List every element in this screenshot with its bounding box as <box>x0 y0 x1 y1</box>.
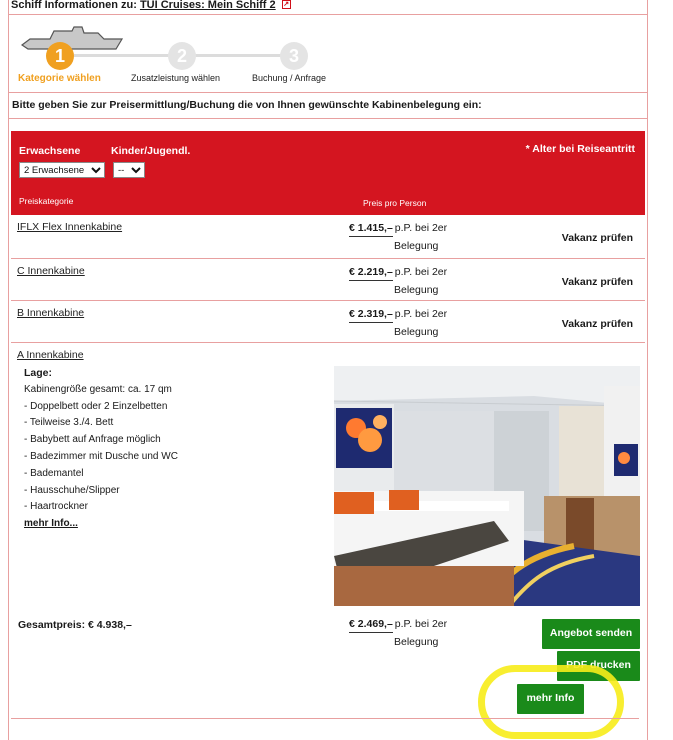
age-note-text: Alter bei Reiseantritt <box>532 143 635 155</box>
ship-info-prefix: Schiff Informationen zu: <box>11 0 137 11</box>
cabin-price <box>349 222 447 252</box>
cabin-name-link[interactable]: C Innenkabine <box>17 265 85 277</box>
feature-item: - Badezimmer mit Dusche und WC <box>24 450 178 462</box>
section-divider <box>11 718 639 719</box>
check-vacancy-button[interactable]: Vakanz prüfen <box>561 276 633 288</box>
check-vacancy-button[interactable]: Vakanz prüfen <box>561 232 633 244</box>
age-note: * Alter bei Reiseantritt <box>525 143 635 155</box>
total-price: Gesamtpreis: € 4.938,– <box>18 619 132 631</box>
price-per-person: p.P. bei 2er <box>394 308 448 320</box>
price-amount: € 1.415,– <box>349 222 393 237</box>
features-heading: Lage: <box>24 367 53 379</box>
cabin-name-link[interactable]: IFLX Flex Innenkabine <box>17 221 123 233</box>
cabin-price <box>349 266 447 296</box>
price-per-person: p.P. bei 2er <box>394 618 448 630</box>
step-2-circle: 2 <box>168 42 196 70</box>
more-info-link[interactable]: mehr Info... <box>24 518 78 530</box>
print-pdf-button[interactable]: PDF drucken <box>557 651 640 681</box>
feature-item: Kabinengröße gesamt: ca. 17 qm <box>24 383 172 395</box>
step-2-label: Zusatzleistung wählen <box>131 73 221 83</box>
cabin-row <box>11 301 645 343</box>
price-occupancy: Belegung <box>394 636 439 648</box>
occupancy-panel <box>11 131 645 215</box>
children-label: Kinder/Jugendl. <box>111 145 191 157</box>
cabin-row <box>11 259 645 301</box>
send-offer-button[interactable]: Angebot senden <box>542 619 640 649</box>
feature-item: - Bademantel <box>24 467 84 479</box>
price-amount: € 2.469,– <box>349 618 393 633</box>
col-price-header: Preis pro Person <box>363 198 427 208</box>
feature-item: - Teilweise 3./4. Bett <box>24 417 114 429</box>
adults-select[interactable] <box>19 162 105 178</box>
occupancy-instruction: Bitte geben Sie zur Preisermittlung/Buchung die von Ihnen gewünschte Kabinenbelegung ein: <box>8 92 648 119</box>
cabin-name-link[interactable]: B Innenkabine <box>17 307 85 319</box>
step-3-circle: 3 <box>280 42 308 70</box>
feature-item: - Babybett auf Anfrage möglich <box>24 434 161 446</box>
check-vacancy-button[interactable]: Vakanz prüfen <box>561 318 633 330</box>
more-info-button[interactable]: mehr Info <box>517 684 584 714</box>
ship-info-bar <box>8 0 648 14</box>
price-per-person: p.P. bei 2er <box>394 222 448 234</box>
feature-item: - Doppelbett oder 2 Einzelbetten <box>24 400 168 412</box>
cabin-features <box>24 365 178 533</box>
ship-info-link[interactable]: TUI Cruises: Mein Schiff 2 <box>139 0 276 11</box>
selected-cabin-name-link[interactable]: A Innenkabine <box>17 349 84 361</box>
feature-item: - Haartrockner <box>24 501 88 513</box>
cabin-row <box>11 215 645 259</box>
cabin-photo <box>334 366 640 606</box>
cabin-price <box>349 308 447 338</box>
price-occupancy: Belegung <box>394 284 439 296</box>
price-per-person: p.P. bei 2er <box>394 266 448 278</box>
booking-progress <box>8 14 648 92</box>
col-category-header: Preiskategorie <box>19 196 74 206</box>
feature-item: - Hausschuhe/Slipper <box>24 484 120 496</box>
price-amount: € 2.219,– <box>349 266 393 281</box>
selected-cabin-price <box>349 618 447 648</box>
step-3-label: Buchung / Anfrage <box>252 73 327 83</box>
price-occupancy: Belegung <box>394 326 439 338</box>
price-amount: € 2.319,– <box>349 308 393 323</box>
step-1-label: Kategorie wählen <box>18 73 101 84</box>
highlight-annotation <box>478 665 624 739</box>
adults-label: Erwachsene <box>19 145 81 157</box>
children-select[interactable] <box>113 162 145 178</box>
price-occupancy: Belegung <box>394 240 439 252</box>
step-1-circle: 1 <box>46 42 74 70</box>
external-link-icon[interactable]: ↗ <box>283 1 290 8</box>
